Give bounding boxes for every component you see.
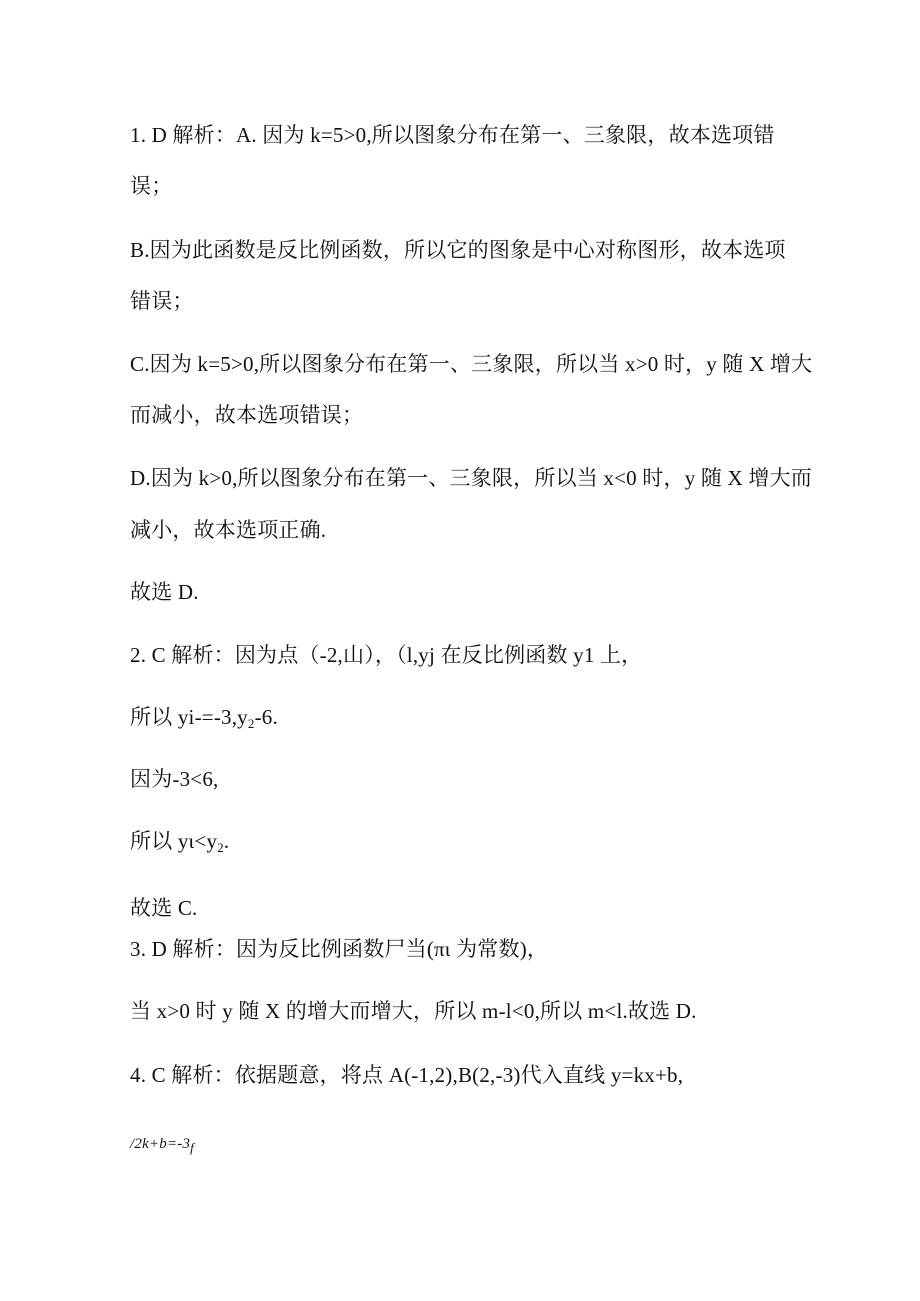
- text-line: C.因为 k=5>0,所以图象分布在第一、三象限，所以当 x>0 时，y 随 X 增大: [130, 352, 813, 376]
- text-span: /2k+b=-3: [130, 1136, 191, 1152]
- text-line: [130, 827, 229, 855]
- formula-line: [130, 1130, 194, 1158]
- subscript: f: [190, 1140, 194, 1155]
- text-line: 故选 D.: [130, 580, 199, 604]
- text-line: 3. D 解析：因为反比例函数尸当(πι 为常数)，: [130, 937, 549, 961]
- text-line: D.因为 k>0,所以图象分布在第一、三象限，所以当 x<0 时，y 随 X 增大而: [130, 466, 812, 490]
- text-line: 而减小，故本选项错误；: [130, 403, 364, 427]
- text-line: [130, 703, 278, 731]
- text-line: 当 x>0 时 y 随 X 的增大而增大，所以 m-l<0,所以 m<l.故选 D.: [130, 999, 697, 1023]
- text-line: 2. C 解析：因为点（-2,山），（l,yj 在反比例函数 y1 上，: [130, 643, 643, 667]
- text-line: 减小，故本选项正确.: [130, 518, 327, 542]
- text-line: 因为-3<6,: [130, 767, 219, 791]
- text-line: 错误；: [130, 289, 194, 313]
- text-line: 4. C 解析：依据题意，将点 A(-1,2),B(2,-3)代入直线 y=kx+b,: [130, 1063, 684, 1087]
- text-line: 故选 C.: [130, 896, 198, 920]
- text-span: 所以 yi-=-3,y: [130, 705, 248, 729]
- subscript: 2: [247, 716, 255, 731]
- text-span: .: [223, 829, 230, 853]
- subscript: 2: [217, 840, 224, 855]
- text-span: 所以 yι<y: [130, 829, 218, 853]
- text-line: B.因为此函数是反比例函数，所以它的图象是中心对称图形，故本选项: [130, 238, 786, 262]
- text-span: -6.: [254, 705, 278, 729]
- text-line: 误；: [130, 174, 173, 198]
- text-line: 1. D 解析：A. 因为 k=5>0,所以图象分布在第一、三象限，故本选项错: [130, 123, 775, 147]
